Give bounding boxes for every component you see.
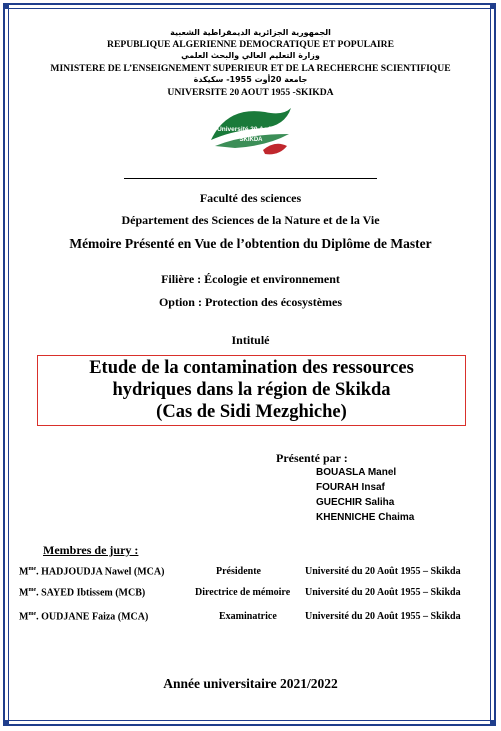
title-line-2: hydriques dans la région de Skikda [112,380,391,400]
jury-member-university: Université du 20 Août 1955 – Skikda [305,566,461,577]
author-name: KHENNICHE Chaima [316,512,415,523]
logo-city: SKIKDA [239,137,263,143]
jury-member-name: $M^{me}$. OUDJANE Faiza (MCA) [19,611,149,623]
faculty: Faculté des sciences [199,191,302,205]
option: Option : Protection des écosystèmes [158,295,343,309]
republic-heading: REPUBLIQUE ALGERIENNE DEMOCRATIQUE ET POPULAIRE [107,39,394,50]
jury-member-role: Examinatrice [219,611,277,622]
frame-corner [490,720,496,726]
jury-member-name: $M^{me}$. HADJOUDJA Nawel (MCA) [19,566,165,578]
logo-text: Université 20 Août 55 [217,126,283,133]
title-box [37,355,466,426]
arabic-republic: الجمهورية الجزائرية الديمقراطية الشعبية [170,28,331,37]
department: Département des Sciences de la Nature et de la Vie [121,213,380,227]
jury-member-role: Directrice de mémoire [195,587,291,598]
title-line-3: (Cas de Sidi Mezghiche) [156,402,347,422]
filiere: Filière : Écologie et environnement [161,272,340,286]
jury-heading: Membres de jury : [43,543,139,557]
intitule-label: Intitulé [231,333,270,347]
presented-by-label: Présenté par : [276,451,348,465]
university-heading: UNIVERSITE 20 AOUT 1955 -SKIKDA [167,87,334,98]
author-name: FOURAH Insaf [316,482,385,493]
frame-corner [3,720,9,726]
author-name: GUECHIR Saliha [316,497,395,508]
university-logo [205,100,295,162]
jury-member-role: Présidente [216,566,261,577]
jury-member-name: $M^{me}$. SAYED Ibtissem (MCB) [19,587,146,599]
ministry-heading: MINISTERE DE L’ENSEIGNEMENT SUPERIEUR ET DE LA RECHERCHE SCIENTIFIQUE [50,63,451,74]
jury-member-university: Université du 20 Août 1955 – Skikda [305,587,461,598]
author-name: BOUASLA Manel [316,467,397,478]
frame-corner [490,3,496,9]
arabic-university: جامعة 20أوت 1955- سكيكدة [193,75,308,84]
academic-year: Année universitaire 2021/2022 [163,676,338,691]
title-line-1: Etude de la contamination des ressources [89,358,414,378]
horizontal-rule [124,178,377,179]
arabic-ministry: وزارة التعليم العالي والبحث العلمي [181,51,320,60]
jury-member-university: Université du 20 Août 1955 – Skikda [305,611,461,622]
memoire-statement: Mémoire Présenté en Vue de l’obtention du Diplôme de Master [69,236,432,251]
frame-corner [3,3,9,9]
